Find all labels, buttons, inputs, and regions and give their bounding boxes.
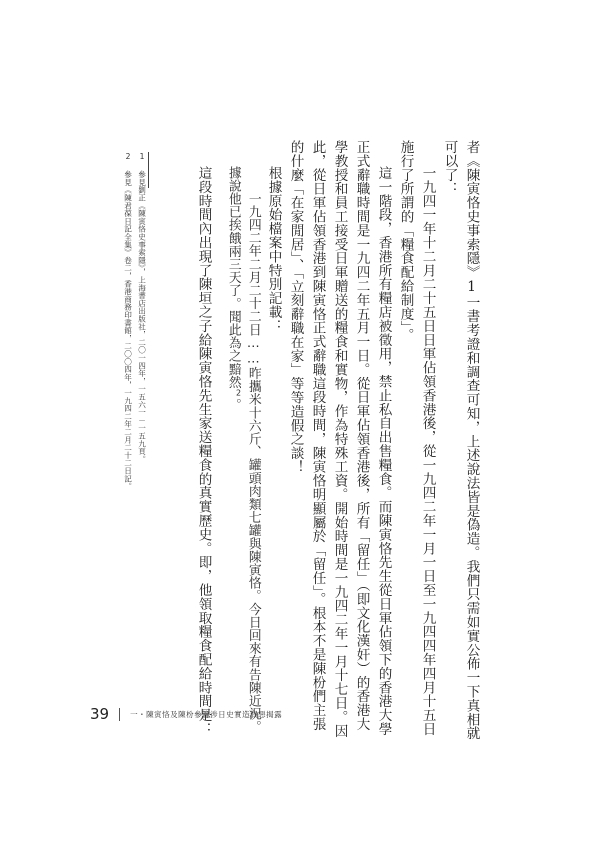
quote-column-1: 一九四二年二月二十二日……昨攜米十六斤、罐頭肉類七罐與陳寅恪。今日回來有告陳近況。 (245, 192, 261, 734)
body-column-2: 可以了： (441, 140, 458, 196)
body-column-7: 學教授和員工接受日軍贈送的糧食和實物，作為特殊工資。開始時間是一九四二年一月十七日。因 (331, 140, 348, 738)
closing-column: 這段時間內出現了陳垣之子給陳寅恪先生家送糧食的真實歷史。即，他領取糧食配給時間是： (195, 166, 212, 736)
quote-column-2 (226, 166, 242, 411)
page-number: 39 (90, 705, 110, 723)
footnote-mark: 2 (234, 388, 244, 399)
quote-end: 。 (225, 398, 241, 412)
footnote-divider (148, 152, 149, 188)
body-column-8: 此，從日軍佔領香港到陳寅恪正式辭職這段時間，陳寅恪明顯屬於「留任」。根本不是陳枌們主張 (309, 140, 326, 731)
body-column-6: 正式辭職時間是一九四二年五月一日。從日軍佔領香港後，所有「留任」（即文化漢奸）的香港大 (353, 140, 370, 731)
body-column-9: 的什麼「在家閒居」、「立刻辭職在家」等等造假之談！ (287, 140, 304, 474)
running-head: 一・陳寅恪及陳枌參籌涉日史實造假惡揭露 (130, 709, 283, 719)
footer-separator (119, 708, 120, 721)
body-column-10: 根據原始檔案中特別記載： (265, 166, 282, 333)
body-column-5: 這一階段，香港所有糧店被徵用，禁止私自出售糧食。而陳寅恪先生從日軍佔領下的香港大學 (375, 166, 392, 736)
footnote-2: 2 參見《陳君葆日記全集》卷二，香港商務印書館，二〇〇四年，一九四二年二月二十二日記。 (123, 152, 133, 491)
body-column-1: 者《陳寅恪史事索隱》1一書考證和調查可知，上述說法皆是偽造。我們只需如實公佈一下真相就 (463, 140, 480, 741)
quote-text: 據說他已挨餓兩三天了。聞此為之黯然 (225, 166, 241, 389)
body-column-3: 一九四一年十二月二十五日日軍佔領香港後，從一九四二年一月一日至一九四四年四月十五日 (419, 166, 436, 736)
footnote-1: 1 參見劉正《陳寅恪史事索隱》，上海書店出版社，二〇一四年，一五六一－一五九頁。 (137, 152, 147, 463)
page-footer (90, 704, 282, 724)
body-column-4: 施行了所謂的「糧食配給制度」。 (397, 140, 414, 342)
